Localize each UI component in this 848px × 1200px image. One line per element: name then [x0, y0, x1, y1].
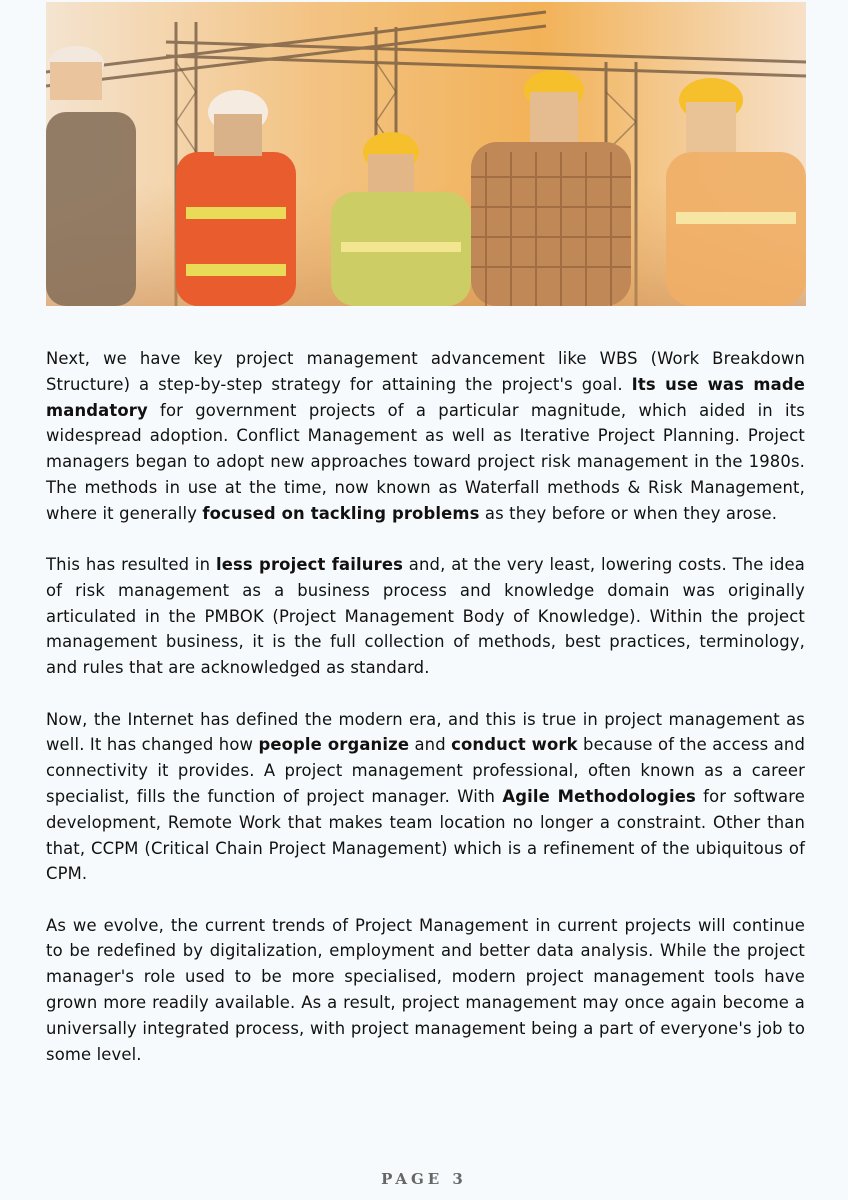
article-body — [46, 346, 805, 1093]
text-run: and — [409, 735, 452, 755]
paragraph — [46, 552, 805, 681]
paragraph — [46, 346, 805, 527]
hero-image — [46, 2, 806, 306]
text-run: Now, the Internet has defined the modern era, and this is true in project management as well. It has changed how — [46, 709, 805, 755]
bold-text: Its use was made mandatory — [46, 374, 805, 420]
bold-text: less project failures — [215, 555, 403, 575]
page-number: PAGE 3 — [381, 1170, 467, 1188]
text-run: for software development, Remote Work that makes team location no longer a constraint. Other than that, CCPM (Critical Chain Project Management) which is a refinement of the ubiquitous of CPM. — [46, 786, 805, 884]
paragraph — [46, 913, 805, 1068]
text-run: and, at the very least, lowering costs. The idea of risk management as a business process and knowledge domain was originally articulated in the PMBOK (Project Management Body of Knowledge). Within the project management business, it is the full collection of methods, best practices, terminology, and rules that are acknowledged as standard. — [46, 555, 805, 678]
text-run: Next, we have key project management advancement like WBS (Work Breakdown Structure) a step-by-step strategy for attaining the project's goal. — [46, 349, 805, 394]
text-run: for government projects of a particular magnitude, which aided in its widespread adoption. Conflict Management as well as Iterative Project Planning. Project managers began to adopt new approaches toward project risk management in the 1980s. The methods in use at the time, now known as Waterfall methods & Risk Management, where it generally — [46, 400, 805, 523]
bold-text: people organize — [258, 735, 410, 755]
text-run: because of the access and connectivity it provides. A project management professional, often known as a career specialist, fills the function of project manager. With — [46, 735, 806, 806]
text-run: This has resulted in — [46, 555, 216, 575]
bold-text: Agile Methodologies — [502, 786, 696, 806]
bold-text: focused on tackling problems — [202, 503, 480, 523]
construction-workers-photo — [46, 2, 806, 306]
text-run: As we evolve, the current trends of Project Management in current projects will continue to be redefined by digitalization, employment and better data analysis. While the project manager's role used to be more specialised, modern project management tools have grown more readily available. As a result, project management may once again become a universally integrated process, with project management being a part of everyone's job to some level. — [46, 915, 805, 1064]
bold-text: conduct work — [451, 735, 578, 755]
paragraph — [46, 707, 805, 888]
text-run: as they before or when they arose. — [479, 503, 778, 523]
